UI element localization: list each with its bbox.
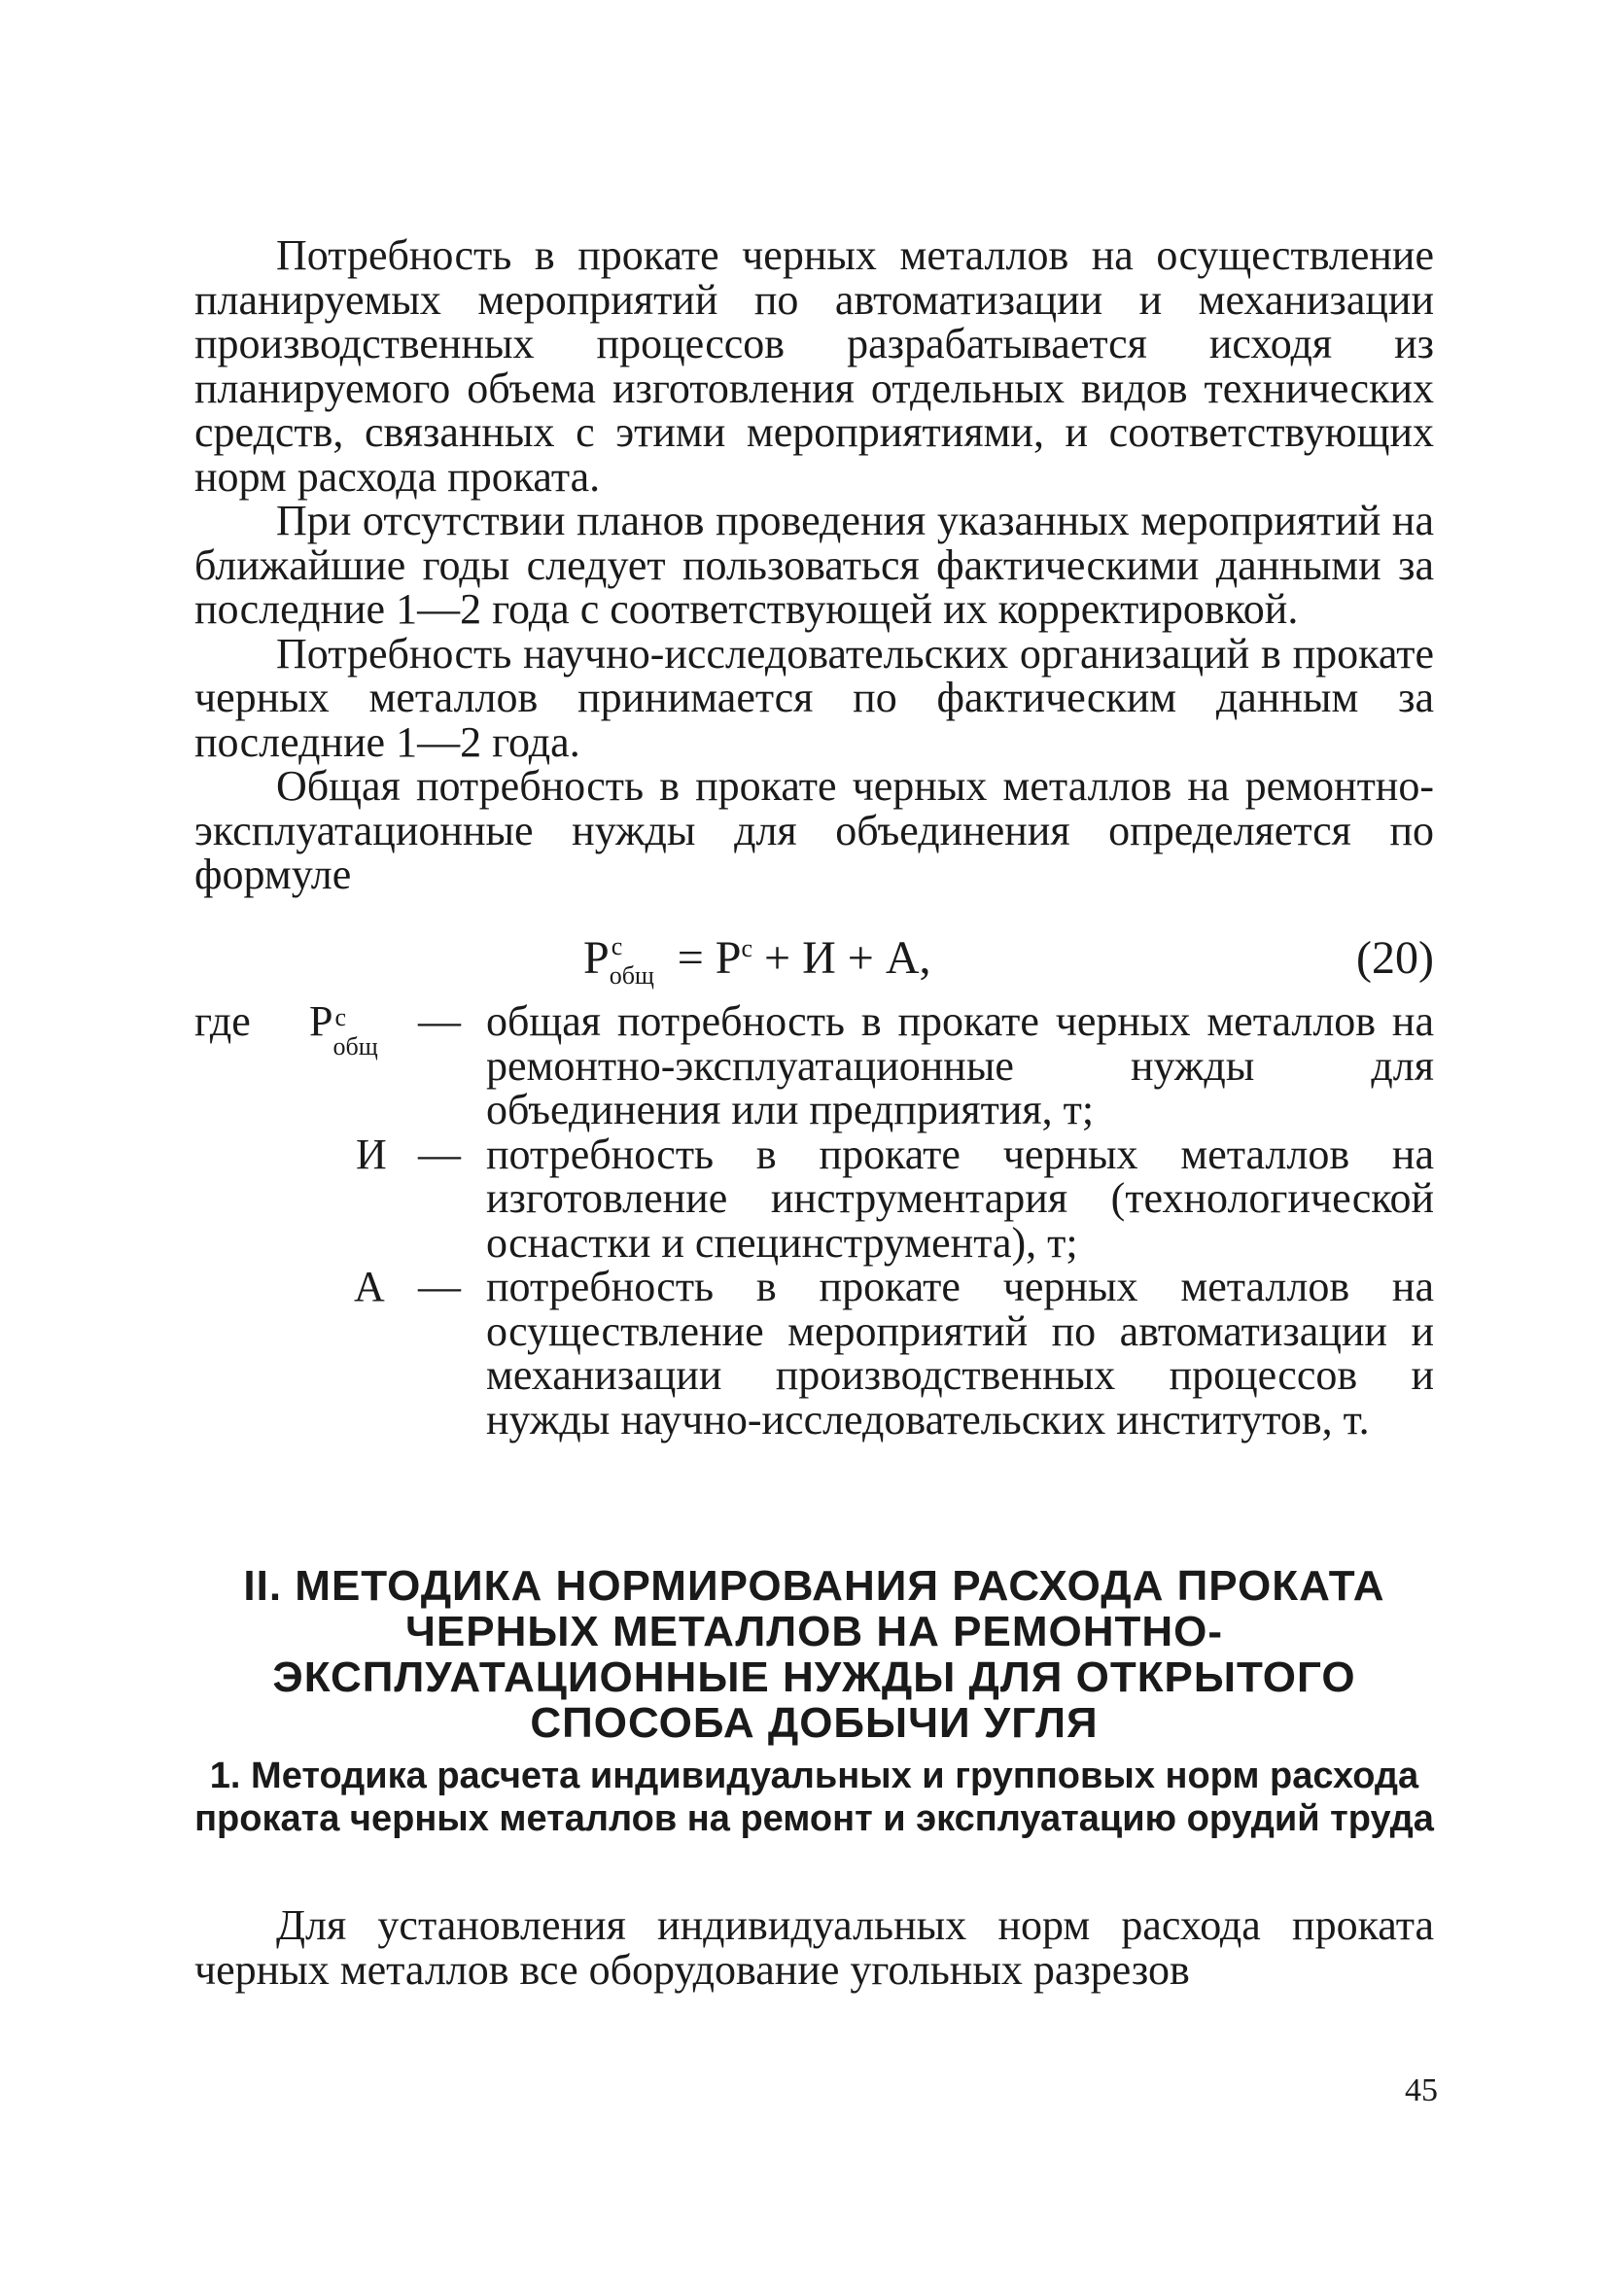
definition-text: потребность в прокате черных металлов на изготовление инструментария (технологической оснастки и специнструмента), т; [486, 1130, 1434, 1267]
formula-row [194, 931, 1434, 990]
paragraph-5: Для установления индивидуальных норм расхода проката черных металлов все оборудование угольных разрезов [194, 1901, 1434, 1994]
definition-symbol-sup: c [334, 1002, 347, 1031]
definition-symbol [309, 997, 389, 1061]
formula-equals: = [677, 932, 704, 984]
paragraph-2: При отсутствии планов проведения указанных мероприятий на ближайшие годы следует пользоваться фактическими данными за последние 1—2 года с соответствующей их корректировкой. [194, 497, 1434, 633]
definition-symbol-index [332, 1001, 389, 1061]
final-text [194, 1903, 1434, 1992]
definition-symbol-sub: общ [332, 1031, 378, 1061]
formula [583, 931, 931, 990]
definition-text: потребность в прокате черных металлов на осуществление мероприятий по автоматизации и механизации производственных процессов и нужды научно-исследовательских институтов, т. [486, 1263, 1434, 1444]
section-heading: II. МЕТОДИКА НОРМИРОВАНИЯ РАСХОДА ПРОКАТА ЧЕРНЫХ МЕТАЛЛОВ НА РЕМОНТНО-ЭКСПЛУАТАЦИОННЫЕ НУЖДЫ ДЛЯ ОТКРЫТОГО СПОСОБА ДОБЫЧИ УГЛЯ [243, 1562, 1385, 1747]
formula-number: (20) [1356, 932, 1434, 984]
definition-dash: — [418, 1130, 461, 1178]
formula-rhs-rest: + И + А, [764, 932, 931, 984]
paragraph-3: Потребность научно-исследовательских организаций в прокате черных металлов принимается по фактическим данным за последние 1—2 года. [194, 629, 1434, 766]
formula-rhs-sup: c [741, 934, 753, 962]
definition-symbol-base: P [309, 997, 333, 1045]
definition-item [194, 1265, 1434, 1442]
subsection-heading: 1. Методика расчета индивидуальных и групповых норм расхода проката черных металлов на ремонт и эксплуатацию орудий труда [194, 1756, 1434, 1839]
formula-lhs-base: P [583, 932, 610, 984]
formula-lhs-index [609, 931, 666, 990]
definition-dash: — [418, 1263, 461, 1310]
paragraph-1: Потребность в прокате черных металлов на осуществление планируемых мероприятий по автоматизации и механизации производственных процессов разрабатывается исходя из планируемого объема изготовления отдельных видов технических средств, связанных с этими мероприятиями, и соответствующих норм расхода проката. [194, 231, 1434, 501]
page-number: 45 [1405, 2072, 1438, 2108]
formula-lhs-sup: c [611, 931, 623, 960]
intro-text [194, 233, 1434, 897]
definition-symbol: И [356, 1130, 387, 1178]
definition-symbol: А [354, 1263, 385, 1310]
definition-item [194, 1132, 1434, 1266]
definitions-list [194, 999, 1434, 1442]
formula-rhs-base: P [715, 932, 742, 984]
definition-item [194, 999, 1434, 1132]
definition-dash: — [418, 997, 461, 1045]
paragraph-4: Общая потребность в прокате черных металлов на ремонтно-эксплуатационные нужды для объединения определяется по формуле [194, 762, 1434, 898]
formula-lhs-sub: общ [609, 960, 654, 990]
definition-text: общая потребность в прокате черных металлов на ремонтно-эксплуатационные нужды для объединения или предприятия, т; [486, 997, 1434, 1133]
definitions-lead: где [194, 997, 251, 1045]
